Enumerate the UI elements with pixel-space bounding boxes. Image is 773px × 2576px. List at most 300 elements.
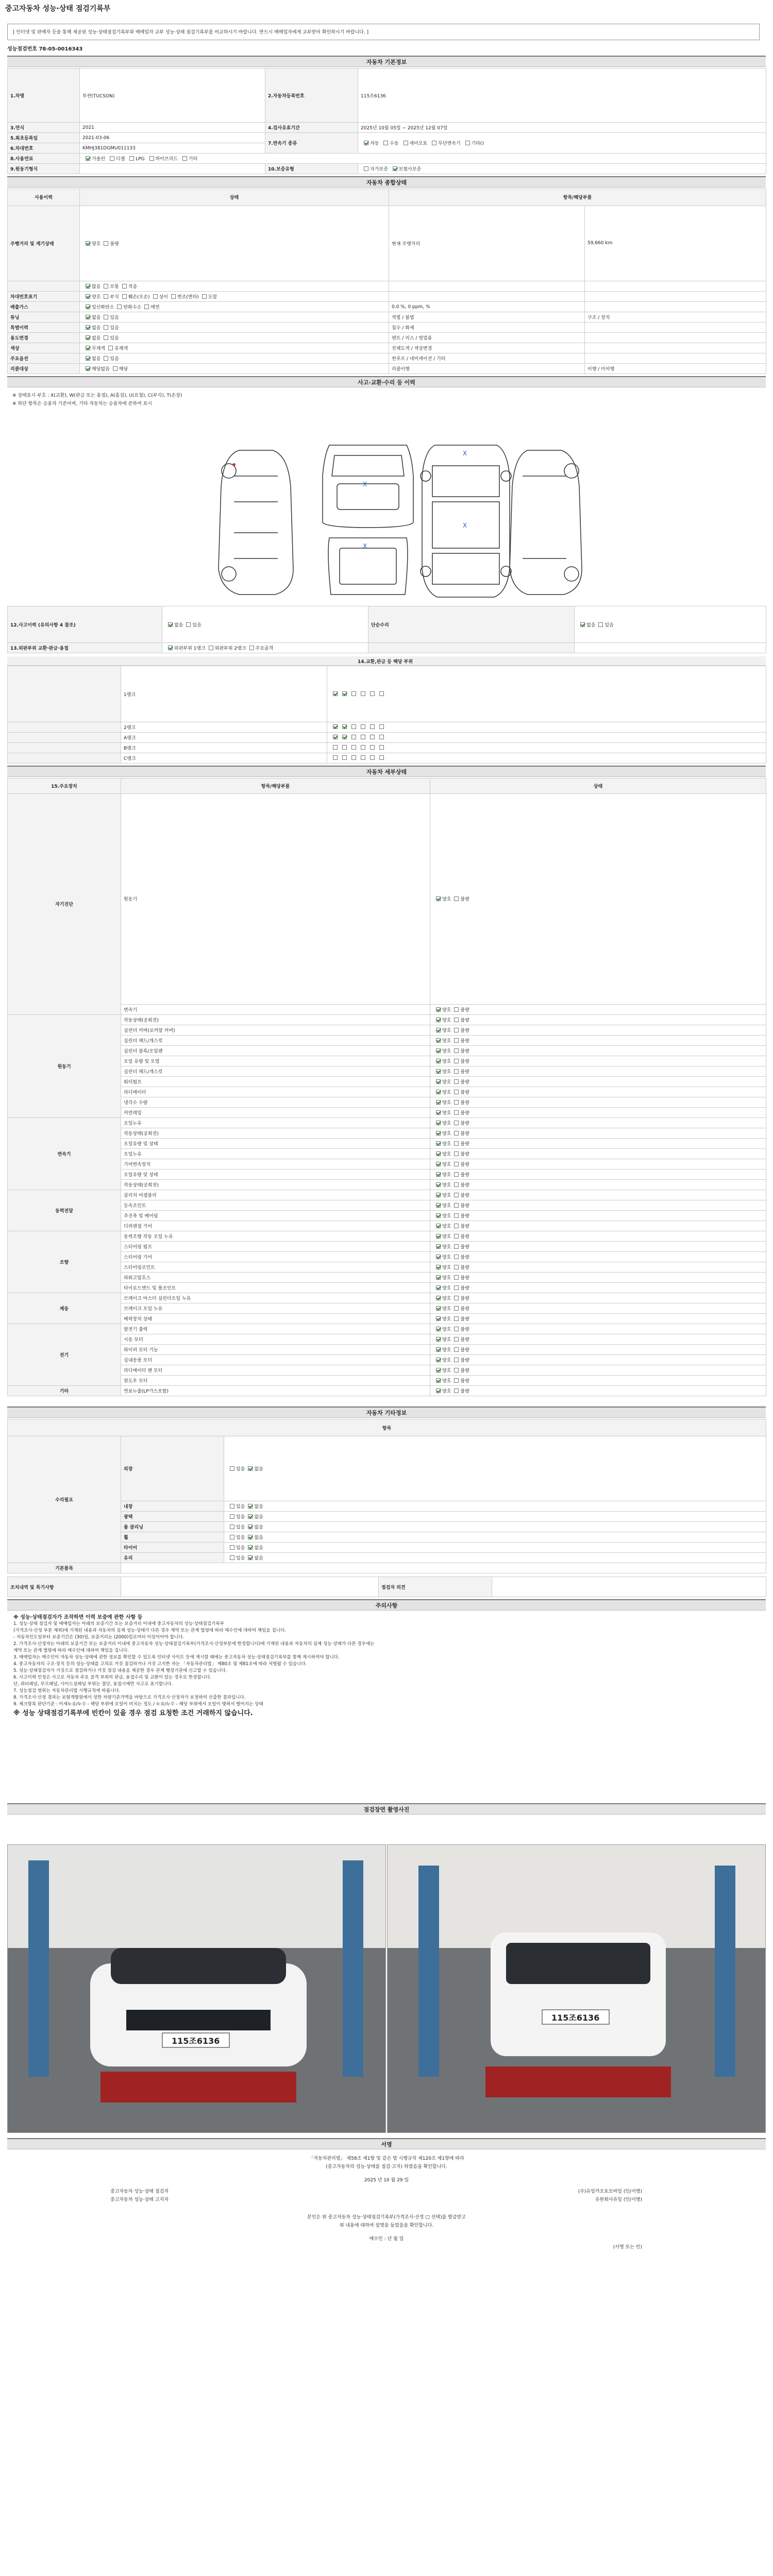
warranty-checkbox-insurance[interactable] xyxy=(393,166,397,171)
other-row-label: 타이어 xyxy=(121,1543,224,1553)
general-row xyxy=(8,312,766,323)
accident-extra-checkbox[interactable] xyxy=(598,622,603,627)
detail-checkbox-bad[interactable] xyxy=(454,1275,459,1280)
detail-checkbox-good[interactable] xyxy=(436,1028,441,1032)
detail-status-good: 양호 xyxy=(442,1121,451,1126)
sign-left-1: 중고자동차 성능·상태 점검자 xyxy=(110,2189,169,2194)
car-left-side-view xyxy=(219,450,293,595)
detail-checkbox-bad[interactable] xyxy=(454,1100,459,1105)
general-row-label: 튜닝 xyxy=(8,312,80,323)
caution-line: 2. 가격조사·산정자는 아래의 보증기간 또는 보증거리 이내에 중고자동차 성능·상태점검기록부(가격조사·산정부분에 한정합니다)에 기재된 내용과 자동차의 실제 성능·상태가 다른 경우에는 xyxy=(13,1641,375,1647)
detail-item-label: 윈도우 모터 xyxy=(121,1376,430,1386)
detail-checkbox-good[interactable] xyxy=(436,1121,441,1125)
detail-checkbox-good[interactable] xyxy=(436,1296,441,1300)
detail-checkbox-good[interactable] xyxy=(436,1172,441,1177)
valid-label: 4.검사유효기간 xyxy=(265,123,358,133)
detail-checkbox-bad[interactable] xyxy=(454,1162,459,1166)
detail-checkbox-good[interactable] xyxy=(436,1275,441,1280)
general-checkbox[interactable] xyxy=(117,304,122,309)
accident-extra-options xyxy=(575,643,766,653)
section-other: 자동차 기타정보 xyxy=(7,1406,766,1418)
detail-item-status xyxy=(430,1087,766,1097)
general-checkbox[interactable] xyxy=(122,294,127,299)
general-checkbox[interactable] xyxy=(86,315,90,319)
trans-checkbox-semi[interactable] xyxy=(404,141,408,145)
other-row-options xyxy=(224,1522,766,1532)
parts-checkbox[interactable] xyxy=(351,735,356,739)
detail-checkbox-good[interactable] xyxy=(436,1018,441,1022)
detail-checkbox-bad[interactable] xyxy=(454,1141,459,1146)
general-option-label: 없음 xyxy=(92,326,101,331)
detail-item-status xyxy=(430,1345,766,1355)
detail-checkbox-bad[interactable] xyxy=(454,1110,459,1115)
detail-checkbox-good[interactable] xyxy=(436,1079,441,1084)
detail-status-bad: 불량 xyxy=(460,1296,469,1301)
parts-checkbox[interactable] xyxy=(342,755,347,760)
general-checkbox[interactable] xyxy=(122,284,127,289)
detail-item-status xyxy=(430,1334,766,1345)
general-checkbox[interactable] xyxy=(104,315,108,319)
detail-checkbox-good[interactable] xyxy=(436,1193,441,1197)
fuel-checkbox-diesel[interactable] xyxy=(110,156,114,161)
detail-item-status xyxy=(430,1139,766,1149)
detail-checkbox-bad[interactable] xyxy=(454,1131,459,1136)
general-checkbox[interactable] xyxy=(86,284,90,289)
detail-checkbox-good[interactable] xyxy=(436,896,441,901)
general-checkbox[interactable] xyxy=(86,366,90,371)
detail-item-label: 추진축 및 베어링 xyxy=(121,1211,430,1221)
detail-row xyxy=(8,1128,766,1139)
parts-checkbox[interactable] xyxy=(351,691,356,696)
detail-checkbox-good[interactable] xyxy=(436,1327,441,1331)
other-row-label: 광택 xyxy=(121,1512,224,1522)
parts-checkbox[interactable] xyxy=(370,691,375,696)
other-option-no: 없음 xyxy=(254,1535,263,1540)
detail-checkbox-good[interactable] xyxy=(436,1131,441,1136)
detail-status-bad: 불량 xyxy=(460,1183,469,1188)
detail-item-label: 작동상태(공회전) xyxy=(121,1015,430,1025)
general-col-0: 사용이력 xyxy=(8,189,80,206)
detail-checkbox-good[interactable] xyxy=(436,1234,441,1239)
signature-block xyxy=(7,2151,766,2270)
parts-checkbox[interactable] xyxy=(361,724,365,729)
accident-checkbox[interactable] xyxy=(168,622,173,627)
detail-row xyxy=(8,1376,766,1386)
general-row-value xyxy=(585,343,766,353)
parts-checkbox[interactable] xyxy=(379,735,384,739)
detail-item-label: 실린더 커버(로커암 커버) xyxy=(121,1025,430,1036)
detail-status-good: 양호 xyxy=(442,1070,451,1075)
parts-checkbox[interactable] xyxy=(379,724,384,729)
detail-checkbox-bad[interactable] xyxy=(454,1265,459,1269)
parts-checkbox[interactable] xyxy=(351,724,356,729)
detail-checkbox-bad[interactable] xyxy=(454,1255,459,1259)
detail-checkbox-good[interactable] xyxy=(436,1090,441,1094)
detail-checkbox-bad[interactable] xyxy=(454,1327,459,1331)
parts-checkbox[interactable] xyxy=(351,755,356,760)
general-row xyxy=(8,323,766,333)
detail-checkbox-good[interactable] xyxy=(436,1255,441,1259)
basic-info-table xyxy=(7,68,766,174)
detail-item-status xyxy=(430,1025,766,1036)
parts-checkbox[interactable] xyxy=(333,691,338,696)
other-option-yes: 있음 xyxy=(236,1467,245,1472)
general-row-value: 구조 / 장치 xyxy=(585,312,766,323)
detail-checkbox-good[interactable] xyxy=(436,1316,441,1321)
detail-checkbox-bad[interactable] xyxy=(454,1121,459,1125)
detail-status-bad: 불량 xyxy=(460,1379,469,1384)
other-option-no: 없음 xyxy=(254,1546,263,1551)
photo-rear-plate: 115조6136 xyxy=(551,2013,600,2023)
parts-checkbox[interactable] xyxy=(333,745,338,750)
detail-checkbox-bad[interactable] xyxy=(454,896,459,901)
detail-item-status xyxy=(430,1355,766,1365)
detail-item-status xyxy=(430,1108,766,1118)
parts-checkbox[interactable] xyxy=(333,755,338,760)
cert-number-label: 성능점검번호 xyxy=(7,46,37,52)
detail-status-bad: 불량 xyxy=(460,1214,469,1219)
parts-row xyxy=(8,733,766,743)
general-checkbox[interactable] xyxy=(144,304,149,309)
detail-status-good: 양호 xyxy=(442,1368,451,1374)
caution-warning: ※ 성능 상태점검기록부에 빈칸이 있을 경우 점검 요청한 조건 거래하지 않습니다. xyxy=(13,1709,253,1717)
sign-note-1: 본인은 위 중고자동차 성능·상태점검기록부(가격조사·산정 □ 선택)를 발급받고 xyxy=(307,2215,466,2220)
detail-checkbox-bad[interactable] xyxy=(454,1213,459,1218)
trans-checkbox-auto[interactable] xyxy=(364,141,368,145)
detail-checkbox-good[interactable] xyxy=(436,1213,441,1218)
detail-item-status xyxy=(430,1128,766,1139)
cert-number xyxy=(7,44,82,52)
detail-checkbox-good[interactable] xyxy=(436,1162,441,1166)
general-checkbox[interactable] xyxy=(86,294,90,299)
fuel-checkbox-gasoline[interactable] xyxy=(86,156,90,161)
parts-checkbox[interactable] xyxy=(333,735,338,739)
parts-checkbox[interactable] xyxy=(370,745,375,750)
general-checkbox[interactable] xyxy=(104,335,108,340)
trans-opt-3: 무단변속기 xyxy=(438,141,461,146)
detail-item-status xyxy=(430,1386,766,1396)
detail-checkbox-bad[interactable] xyxy=(454,1368,459,1372)
trans-checkbox-cvt[interactable] xyxy=(432,141,436,145)
other-checkbox-yes[interactable] xyxy=(230,1466,234,1471)
detail-col-0: 15.주요장치 xyxy=(8,778,121,794)
parts-checkbox[interactable] xyxy=(342,724,347,729)
accident-extra-checkbox[interactable] xyxy=(580,622,585,627)
caution-line: 단, 쿼터패널, 루프패널, 사이드실패널 부위는 절단, 용접시에만 사고로 표기합니다. xyxy=(13,1682,173,1687)
detail-checkbox-bad[interactable] xyxy=(454,1151,459,1156)
other-option-no: 없음 xyxy=(254,1525,263,1530)
general-row xyxy=(8,281,766,292)
other-checkbox-no[interactable] xyxy=(248,1504,253,1509)
detail-checkbox-bad[interactable] xyxy=(454,1306,459,1311)
caution-line: 계약 또는 관계 법령에 따라 매수인에 대하여 책임을 집니다. xyxy=(13,1648,129,1653)
parts-checkbox[interactable] xyxy=(333,724,338,729)
detail-checkbox-bad[interactable] xyxy=(454,1378,459,1383)
other-checkbox-no[interactable] xyxy=(248,1524,253,1529)
other-row xyxy=(8,1543,766,1553)
section-general-status: 자동차 종합상태 xyxy=(7,176,766,188)
detail-status-bad: 불량 xyxy=(460,1070,469,1075)
detail-checkbox-good[interactable] xyxy=(436,1110,441,1115)
detail-checkbox-good[interactable] xyxy=(436,1141,441,1146)
general-row-value xyxy=(585,281,766,292)
detail-checkbox-bad[interactable] xyxy=(454,1358,459,1362)
parts-checkbox[interactable] xyxy=(379,691,384,696)
cert-number-value: 78-05-0016343 xyxy=(39,46,83,52)
general-checkbox[interactable] xyxy=(108,346,113,350)
general-option-label: 없음 xyxy=(92,357,101,362)
detail-item-label: 타이로드엔드 및 볼조인트 xyxy=(121,1283,430,1293)
detail-checkbox-good[interactable] xyxy=(436,1224,441,1228)
other-checkbox-no[interactable] xyxy=(248,1545,253,1550)
detail-row xyxy=(8,1149,766,1159)
detail-status-good: 양호 xyxy=(442,897,451,903)
general-status-table xyxy=(7,189,766,374)
other-head: 항목 xyxy=(8,1419,766,1436)
detail-item-status xyxy=(430,1211,766,1221)
accident-extra-option: 없음 xyxy=(586,622,596,628)
parts-checkbox[interactable] xyxy=(379,755,384,760)
detail-checkbox-good[interactable] xyxy=(436,1059,441,1063)
accident-option-label: 주요골격 xyxy=(255,646,274,651)
detail-checkbox-bad[interactable] xyxy=(454,1090,459,1094)
general-checkbox[interactable] xyxy=(104,356,108,361)
parts-checkbox[interactable] xyxy=(342,745,347,750)
detail-checkbox-good[interactable] xyxy=(436,1265,441,1269)
detail-item-label: 기어변속장치 xyxy=(121,1159,430,1170)
other-basic-value xyxy=(121,1563,766,1573)
detail-status-bad: 불량 xyxy=(460,1111,469,1116)
general-checkbox[interactable] xyxy=(86,325,90,330)
general-option-label: 탄화수소 xyxy=(123,305,142,310)
detail-checkbox-bad[interactable] xyxy=(454,1224,459,1228)
general-checkbox[interactable] xyxy=(86,346,90,350)
parts-checkbox[interactable] xyxy=(361,691,365,696)
detail-status-bad: 불량 xyxy=(460,1131,469,1137)
general-checkbox[interactable] xyxy=(104,325,108,330)
detail-checkbox-good[interactable] xyxy=(436,1182,441,1187)
detail-checkbox-bad[interactable] xyxy=(454,1316,459,1321)
other-checkbox-yes[interactable] xyxy=(230,1524,234,1529)
sign-left-2: 중고자동차 성능·상태 고지자 xyxy=(110,2197,169,2202)
detail-checkbox-good[interactable] xyxy=(436,1244,441,1249)
trans-checkbox-manual[interactable] xyxy=(383,141,388,145)
car-front-view xyxy=(323,445,413,595)
detail-row xyxy=(8,1303,766,1314)
detail-checkbox-bad[interactable] xyxy=(454,1018,459,1022)
accident-checkbox[interactable] xyxy=(168,646,173,650)
detail-item-label: 오일 유량 및 오염 xyxy=(121,1056,430,1066)
other-row-options xyxy=(224,1512,766,1522)
general-row-detail xyxy=(389,281,585,292)
parts-checkbox[interactable] xyxy=(342,691,347,696)
detail-checkbox-good[interactable] xyxy=(436,1151,441,1156)
parts-checkbox[interactable] xyxy=(370,724,375,729)
accident-checkbox[interactable] xyxy=(209,646,213,650)
detail-item-status xyxy=(430,1180,766,1190)
general-checkbox[interactable] xyxy=(202,294,207,299)
accident-checkbox[interactable] xyxy=(186,622,191,627)
general-row-detail: 렌트 / 리스 / 영업용 xyxy=(389,333,585,343)
detail-status-bad: 불량 xyxy=(460,1234,469,1240)
detail-checkbox-bad[interactable] xyxy=(454,1285,459,1290)
detail-checkbox-good[interactable] xyxy=(436,1368,441,1372)
parts-row-group xyxy=(8,722,121,733)
caution-line: 4. 중고자동차의 구조·장치 등의 성능·상태를 고의로 거짓 점검하거나 거짓 고지한 자는 「자동차관리법」 제80조 및 제81조에 따라 처벌될 수 있습니다. xyxy=(13,1662,307,1667)
other-checkbox-no[interactable] xyxy=(248,1535,253,1539)
detail-item-label: 라디에이터 xyxy=(121,1087,430,1097)
parts-checkbox[interactable] xyxy=(370,755,375,760)
detail-item-label: 실린더 헤드/개스킷 xyxy=(121,1036,430,1046)
detail-checkbox-bad[interactable] xyxy=(454,1028,459,1032)
detail-checkbox-good[interactable] xyxy=(436,1048,441,1053)
detail-checkbox-bad[interactable] xyxy=(454,1059,459,1063)
detail-row xyxy=(8,1025,766,1036)
fuel-checkbox-lpg[interactable] xyxy=(129,156,134,161)
reg-no-value: 115조6136 xyxy=(358,69,766,123)
fuel-options xyxy=(80,154,766,164)
accident-option-label: 외판부위 1랭크 xyxy=(174,646,206,651)
detail-checkbox-bad[interactable] xyxy=(454,1172,459,1177)
detail-checkbox-bad[interactable] xyxy=(454,1203,459,1208)
detail-checkbox-bad[interactable] xyxy=(454,1388,459,1393)
detail-checkbox-bad[interactable] xyxy=(454,1234,459,1239)
parts-checkbox[interactable] xyxy=(361,745,365,750)
detail-checkbox-good[interactable] xyxy=(436,1069,441,1074)
parts-checkbox[interactable] xyxy=(379,745,384,750)
other-checkbox-yes[interactable] xyxy=(230,1545,234,1550)
trans-checkbox-other[interactable] xyxy=(465,141,470,145)
detail-group-label: 원동기 xyxy=(8,1015,121,1118)
detail-checkbox-good[interactable] xyxy=(436,1306,441,1311)
detail-status-good: 양호 xyxy=(442,1142,451,1147)
fuel-checkbox-hybrid[interactable] xyxy=(149,156,154,161)
accident-checkbox[interactable] xyxy=(249,646,254,650)
detail-checkbox-good[interactable] xyxy=(436,1388,441,1393)
detail-checkbox-bad[interactable] xyxy=(454,1244,459,1249)
detail-status-bad: 불량 xyxy=(460,1307,469,1312)
parts-checkbox[interactable] xyxy=(342,735,347,739)
general-checkbox[interactable] xyxy=(86,304,90,309)
detail-status-bad: 불량 xyxy=(460,1121,469,1126)
general-row-label: 주요옵션 xyxy=(8,353,80,364)
accident-extra-option: 있음 xyxy=(604,622,614,628)
parts-row-rank: B랭크 xyxy=(121,743,327,753)
detail-checkbox-good[interactable] xyxy=(436,1285,441,1290)
detail-item-status xyxy=(430,1046,766,1056)
detail-checkbox-bad[interactable] xyxy=(454,1337,459,1342)
parts-checkbox[interactable] xyxy=(370,735,375,739)
detail-status-good: 양호 xyxy=(442,1162,451,1167)
parts-checkbox[interactable] xyxy=(351,745,356,750)
general-checkbox[interactable] xyxy=(86,335,90,340)
other-checkbox-no[interactable] xyxy=(248,1466,253,1471)
trans-opt-4: 기타() xyxy=(471,141,484,146)
detail-checkbox-good[interactable] xyxy=(436,1358,441,1362)
detail-checkbox-bad[interactable] xyxy=(454,1296,459,1300)
detail-item-status xyxy=(430,1077,766,1087)
fuel-checkbox-other[interactable] xyxy=(182,156,187,161)
detail-checkbox-good[interactable] xyxy=(436,1378,441,1383)
other-checkbox-yes[interactable] xyxy=(230,1535,234,1539)
detail-status-bad: 불량 xyxy=(460,1090,469,1095)
detail-status-good: 양호 xyxy=(442,1358,451,1363)
detail-status-good: 양호 xyxy=(442,1234,451,1240)
detail-item-label: 변속기 xyxy=(121,1005,430,1015)
general-row xyxy=(8,292,766,302)
detail-checkbox-good[interactable] xyxy=(436,1100,441,1105)
detail-row xyxy=(8,1334,766,1345)
section-caution: 주의사항 xyxy=(7,1599,766,1611)
detail-status-good: 양호 xyxy=(442,1111,451,1116)
parts-row xyxy=(8,743,766,753)
sign-signature[interactable]: (서명 또는 인) xyxy=(613,2245,642,2250)
general-checkbox[interactable] xyxy=(153,294,158,299)
warranty-checkbox-self[interactable] xyxy=(364,166,368,171)
parts-checkbox[interactable] xyxy=(361,755,365,760)
detail-checkbox-bad[interactable] xyxy=(454,1069,459,1074)
detail-checkbox-good[interactable] xyxy=(436,1038,441,1043)
detail-status-bad: 불량 xyxy=(460,1265,469,1270)
other-checkbox-no[interactable] xyxy=(248,1555,253,1560)
detail-checkbox-good[interactable] xyxy=(436,1203,441,1208)
detail-checkbox-good[interactable] xyxy=(436,1347,441,1352)
detail-row xyxy=(8,1139,766,1149)
caution-line: 3. 매매업자는 매수인이 자동차 성능·상태에 관한 정보를 확인할 수 있도록 인터넷 사이트 등에 게시할 때에는 중고자동차 성능·상태점검기록부를 함께 게시하여야 합니다. xyxy=(13,1655,340,1660)
general-checkbox[interactable] xyxy=(171,294,176,299)
vin-label: 6.차대번호 xyxy=(8,143,80,154)
caution-box xyxy=(7,1610,766,1785)
other-checkbox-yes[interactable] xyxy=(230,1514,234,1519)
parts-row-rank: C랭크 xyxy=(121,753,327,764)
detail-checkbox-bad[interactable] xyxy=(454,1182,459,1187)
general-row xyxy=(8,302,766,312)
detail-row xyxy=(8,1077,766,1087)
other-checkbox-yes[interactable] xyxy=(230,1504,234,1509)
general-checkbox[interactable] xyxy=(86,241,90,246)
general-checkbox[interactable] xyxy=(104,241,108,246)
detail-checkbox-bad[interactable] xyxy=(454,1007,459,1012)
general-checkbox[interactable] xyxy=(104,284,108,289)
general-checkbox[interactable] xyxy=(104,294,108,299)
general-checkbox[interactable] xyxy=(86,356,90,361)
detail-checkbox-bad[interactable] xyxy=(454,1079,459,1084)
detail-row xyxy=(8,1108,766,1118)
detail-item-label: 브레이크 마스터 실린더오일 누유 xyxy=(121,1293,430,1303)
detail-checkbox-bad[interactable] xyxy=(454,1048,459,1053)
car-top-view xyxy=(421,445,511,597)
detail-checkbox-good[interactable] xyxy=(436,1337,441,1342)
detail-item-label: 냉각수 수량 xyxy=(121,1097,430,1108)
detail-item-label: 동력조향 작동 오일 누유 xyxy=(121,1231,430,1242)
warranty-opt-0: 자가보증 xyxy=(370,167,388,172)
detail-checkbox-bad[interactable] xyxy=(454,1347,459,1352)
detail-checkbox-bad[interactable] xyxy=(454,1038,459,1043)
other-checkbox-yes[interactable] xyxy=(230,1555,234,1560)
section-detail: 자동차 세부상태 xyxy=(7,766,766,777)
other-option-yes: 있음 xyxy=(236,1525,245,1530)
detail-status-good: 양호 xyxy=(442,1307,451,1312)
parts-checkbox[interactable] xyxy=(361,735,365,739)
general-checkbox[interactable] xyxy=(113,366,117,371)
first-reg-value: 2021-03-06 xyxy=(80,133,265,143)
other-checkbox-no[interactable] xyxy=(248,1514,253,1519)
detail-checkbox-good[interactable] xyxy=(436,1007,441,1012)
general-row-options xyxy=(80,353,389,364)
detail-checkbox-bad[interactable] xyxy=(454,1193,459,1197)
detail-row xyxy=(8,1231,766,1242)
detail-status-bad: 불량 xyxy=(460,1327,469,1332)
